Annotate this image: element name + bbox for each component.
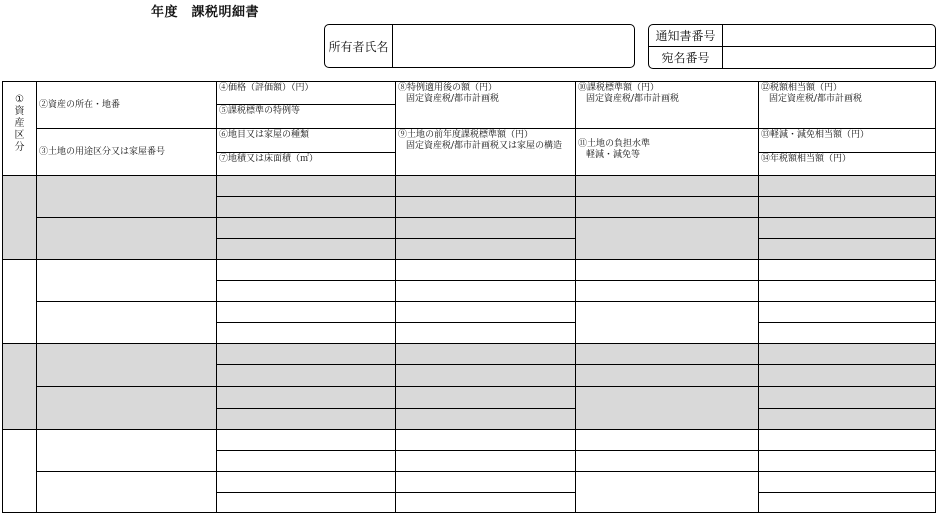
header-reduction-amount: ⑬軽減・減免相当額（円） xyxy=(758,128,936,152)
record-4-price xyxy=(216,429,395,450)
record-3-special xyxy=(216,364,395,386)
record-3-burden-level xyxy=(575,386,758,429)
record-1-price xyxy=(216,175,395,196)
header-tax-standard-sub: 固定資産税/都市計画税 xyxy=(586,94,680,104)
record-2-tax-amount-b xyxy=(758,280,936,301)
header-area: ⑦地積又は床面積（㎡） xyxy=(216,152,395,175)
record-2-tax-amount-a xyxy=(758,259,936,280)
record-2-asset-class xyxy=(2,259,36,343)
record-4-tax-amount-a xyxy=(758,429,936,450)
record-4-special xyxy=(216,450,395,471)
record-2-prev-standard-a xyxy=(395,301,575,322)
record-1-area xyxy=(216,238,395,259)
record-3-tax-standard-b xyxy=(575,364,758,386)
record-1-tax-standard-b xyxy=(575,196,758,217)
asset-class-char: 区 xyxy=(14,130,25,141)
header-prev-year-standard-title: ⑨土地の前年度課税標準額（円） xyxy=(398,130,534,140)
record-3-prev-standard-b xyxy=(395,408,575,429)
record-2-reduction xyxy=(758,301,936,322)
record-1-special xyxy=(216,196,395,217)
header-burden-level xyxy=(575,128,758,175)
record-3-price xyxy=(216,343,395,364)
notice-number-row xyxy=(649,25,935,47)
record-2-burden-level xyxy=(575,301,758,343)
record-4-prev-standard-b xyxy=(395,492,575,513)
record-2-land-category xyxy=(216,301,395,322)
header-tax-amount-title: ⑫税額相当額（円） xyxy=(761,83,843,93)
header-asset-class xyxy=(2,81,36,175)
header-land-category: ⑥地目又は家屋の種類 xyxy=(216,128,395,152)
record-4-area xyxy=(216,492,395,513)
address-number-label: 宛名番号 xyxy=(649,47,723,69)
header-burden-level-sub: 軽減・減免等 xyxy=(586,150,641,160)
number-box xyxy=(648,24,936,69)
header-tax-standard xyxy=(575,81,758,128)
header-tax-standard-title: ⑩課税標準額（円） xyxy=(578,83,660,93)
owner-name-field[interactable] xyxy=(393,25,634,67)
record-4-land-category xyxy=(216,471,395,492)
asset-class-char: 分 xyxy=(14,142,25,153)
record-3-after-special-b xyxy=(395,364,575,386)
record-3-after-special-a xyxy=(395,343,575,364)
record-3-tax-amount-a xyxy=(758,343,936,364)
notice-number-label: 通知書番号 xyxy=(649,25,723,46)
record-4-location xyxy=(36,429,216,471)
record-3-land-category xyxy=(216,386,395,408)
record-4-prev-standard-a xyxy=(395,471,575,492)
record-1-asset-class xyxy=(2,175,36,259)
record-4-tax-standard-a xyxy=(575,429,758,450)
record-2-tax-standard-a xyxy=(575,259,758,280)
header-usage-or-house-number: ③土地の用途区分又は家屋番号 xyxy=(36,128,216,175)
tax-detail-table xyxy=(2,81,936,513)
record-3-annual-tax xyxy=(758,408,936,429)
asset-class-char: 産 xyxy=(14,118,25,129)
record-1-prev-standard-a xyxy=(395,217,575,238)
record-1-land-category xyxy=(216,217,395,238)
record-3-tax-amount-b xyxy=(758,364,936,386)
record-2-after-special-b xyxy=(395,280,575,301)
record-3-reduction xyxy=(758,386,936,408)
header-after-special-title: ⑧特例適用後の額（円） xyxy=(398,83,498,93)
record-4-tax-amount-b xyxy=(758,450,936,471)
address-number-field[interactable] xyxy=(723,47,935,69)
record-3-tax-standard-a xyxy=(575,343,758,364)
record-2-prev-standard-b xyxy=(395,322,575,343)
header-tax-amount-sub: 固定資産税/都市計画税 xyxy=(769,94,863,104)
notice-number-field[interactable] xyxy=(723,25,935,46)
record-4-reduction xyxy=(758,471,936,492)
header-price: ④価格（評価額）（円） xyxy=(216,81,395,104)
header-after-special-sub: 固定資産税/都市計画税 xyxy=(406,94,500,104)
record-3-usage xyxy=(36,386,216,429)
header-annual-tax: ⑭年税額相当額（円） xyxy=(758,152,936,175)
owner-name-box xyxy=(324,24,635,68)
record-1-prev-standard-b xyxy=(395,238,575,259)
header-prev-year-standard xyxy=(395,128,575,175)
record-2-usage xyxy=(36,301,216,343)
record-2-area xyxy=(216,322,395,343)
record-3-location xyxy=(36,343,216,386)
header-location: ②資産の所在・地番 xyxy=(36,81,216,128)
record-2-location xyxy=(36,259,216,301)
header-after-special xyxy=(395,81,575,128)
record-4-after-special-a xyxy=(395,429,575,450)
record-1-after-special-b xyxy=(395,196,575,217)
record-4-after-special-b xyxy=(395,450,575,471)
record-1-tax-amount-b xyxy=(758,196,936,217)
record-4-annual-tax xyxy=(758,492,936,513)
record-1-after-special-a xyxy=(395,175,575,196)
record-1-usage xyxy=(36,217,216,259)
record-1-tax-standard-a xyxy=(575,175,758,196)
record-1-burden-level xyxy=(575,217,758,259)
record-2-after-special-a xyxy=(395,259,575,280)
record-2-price xyxy=(216,259,395,280)
record-2-tax-standard-b xyxy=(575,280,758,301)
header-special-standard: ⑤課税標準の特例等 xyxy=(216,104,395,128)
document-title: 年度 課税明細書 xyxy=(151,5,260,20)
header-burden-level-title: ⑪土地の負担水準 xyxy=(578,139,651,149)
record-4-asset-class xyxy=(2,429,36,513)
asset-class-char: ① xyxy=(15,94,24,105)
record-1-tax-amount-a xyxy=(758,175,936,196)
header-tax-amount xyxy=(758,81,936,128)
address-number-row xyxy=(649,47,935,69)
owner-name-label: 所有者氏名 xyxy=(325,25,393,67)
record-1-reduction xyxy=(758,217,936,238)
record-1-annual-tax xyxy=(758,238,936,259)
header-prev-year-standard-sub: 固定資産税/都市計画税又は家屋の構造 xyxy=(406,141,563,151)
record-2-annual-tax xyxy=(758,322,936,343)
record-2-special xyxy=(216,280,395,301)
record-4-tax-standard-b xyxy=(575,450,758,471)
asset-class-char: 資 xyxy=(14,106,25,117)
record-1-location xyxy=(36,175,216,217)
record-4-burden-level xyxy=(575,471,758,513)
record-4-usage xyxy=(36,471,216,513)
record-3-prev-standard-a xyxy=(395,386,575,408)
record-3-area xyxy=(216,408,395,429)
record-3-asset-class xyxy=(2,343,36,429)
